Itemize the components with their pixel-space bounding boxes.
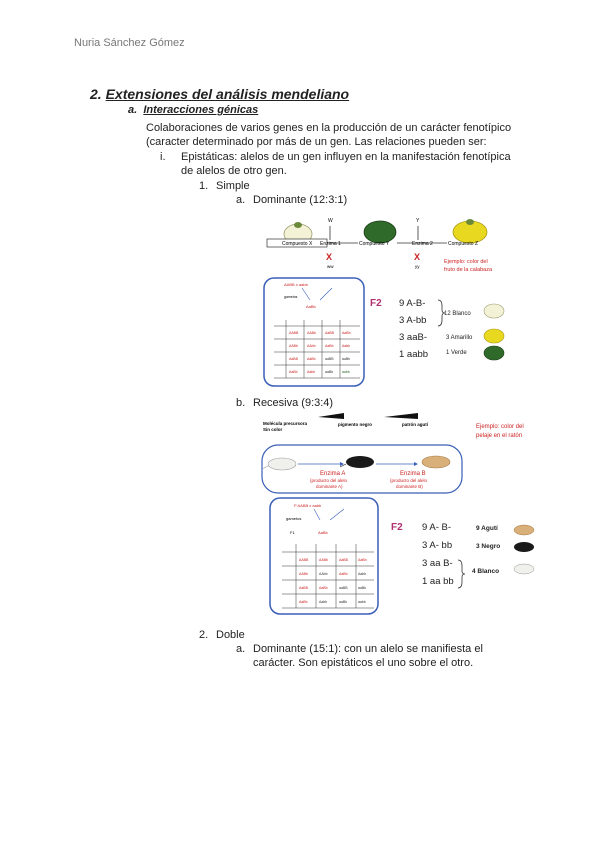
simple-marker: 1. [199,180,209,192]
f2-green-squash-icon [484,346,504,360]
ww-label: ww [327,264,334,269]
intro-line-2: (caracter determinado por más de un gen. Las relaciones pueden ser: [146,136,487,148]
subsection-title: Interacciones génicas [143,104,259,116]
precursor-line-2: Sin color [263,427,283,432]
subsection-letter: a. [128,104,138,116]
svg-text:AABb: AABb [319,558,328,562]
svg-text:AaBb: AaBb [342,331,351,335]
svg-text:aaBb: aaBb [358,586,367,590]
punnett-square-1 [262,276,366,388]
dominant-label: Dominante (12:3:1) [253,194,348,206]
doble-label: Doble [216,629,245,641]
section-number: 2. [90,86,102,102]
enzyme-b-sub-1: (producto del alelo [390,478,428,483]
example-1-line-1: Ejemplo: color del [444,259,488,265]
punnett-2-f1: AaBb [318,530,328,535]
precursor-line-1: Molécula precursora [263,421,308,426]
f2-white-squash-icon [484,304,504,318]
svg-text:aaBB: aaBB [339,586,348,590]
section-title: Extensiones del análisis mendeliano [105,86,350,102]
f2-black-mouse-icon [514,542,534,552]
white-mouse-icon [268,458,296,470]
svg-text:AABb: AABb [307,331,316,335]
agouti-pattern-wedge-icon [384,413,418,419]
w-allele-label: W [328,218,333,224]
svg-text:Aabb: Aabb [319,600,328,604]
svg-text:AAbb: AAbb [307,344,316,348]
f2-white-mouse-icon [514,564,534,574]
punnett-1-parents: AABB x aabb [284,282,308,287]
simple-label: Simple [216,180,250,192]
example-2-line-1: Ejemplo: color del [476,424,524,430]
svg-text:AaBb: AaBb [358,558,367,562]
svg-text:AaBB: AaBB [299,586,308,590]
green-squash-icon [364,221,396,243]
pheno-1-yellow: 3 Amarillo [446,335,473,341]
compound-z-label: Compuesto Z [448,241,479,247]
punnett-square-2 [268,496,380,616]
pheno-1-white: 12 Blanco [444,311,471,317]
dominant-marker: a. [236,194,246,206]
intro-line-1: Colaboraciones de varios genes en la producción de un carácter fenotípico [146,122,512,134]
f2-squash-icons [480,300,510,364]
svg-text:aaBb: aaBb [325,370,334,374]
ratio-1-row-3: 3 aaB- [399,332,427,343]
pathway-2-frame [262,445,462,493]
f2-agouti-mouse-icon [514,525,534,535]
punnett-2-gametes-label: gametos [286,516,302,521]
squash-pathway-figure [262,212,562,278]
punnett-2-parents: P AABB x aabb [294,503,322,508]
ratio-2-row-4: 1 aa bb [422,576,454,587]
agouti-mouse-icon [422,456,450,468]
svg-text:AaBB: AaBB [289,357,298,361]
item-i-line-2: de alelos de otro gen. [181,165,287,177]
svg-text:AaBb: AaBb [339,572,348,576]
doble-a-line-1: Dominante (15:1): con un alelo se manifiesta el [253,643,483,655]
svg-text:aabb: aabb [358,600,366,604]
svg-text:aaBB: aaBB [325,357,334,361]
black-pigment-label: pigmento negro [338,422,372,427]
pheno-2-black: 3 Negro [476,543,501,550]
compound-x-label: Compuesto X [282,241,313,247]
ratio-2-row-1: 9 A- B- [422,522,452,533]
black-pigment-wedge-icon [318,413,344,419]
compound-y-label: Compuesto Y [359,241,390,247]
enzyme-a-sub-2: dominante A) [316,484,343,489]
svg-text:AABB: AABB [299,558,309,562]
svg-text:AaBB: AaBB [339,558,348,562]
svg-text:aaBb: aaBb [342,357,351,361]
yellow-squash-stem-icon [466,219,474,225]
pheno-1-green: 1 Verde [446,350,467,356]
svg-text:AaBb: AaBb [325,344,334,348]
example-2-line-2: pelaje en el ratón [476,433,523,439]
white-squash-stem-icon [294,222,302,228]
svg-text:AABB: AABB [289,331,299,335]
svg-text:aabb: aabb [342,370,350,374]
f2-mouse-icons [510,520,540,580]
svg-text:AaBb: AaBb [289,370,298,374]
punnett-2-f1-label: F1 [290,530,295,535]
svg-text:AABb: AABb [289,344,298,348]
enzyme-b-sub-2: dominante B) [396,484,423,489]
doble-marker: 2. [199,629,209,641]
svg-text:Aabb: Aabb [307,370,316,374]
section-heading [90,86,349,102]
y-allele-label: Y [416,218,420,224]
subsection-heading [128,104,258,116]
svg-text:Aabb: Aabb [342,344,351,348]
enzyme-b-label: Enzima B [400,471,426,477]
svg-text:AaBb: AaBb [299,600,308,604]
block-x-mark-1: X [326,252,333,262]
recessive-label: Recesiva (9:3:4) [253,397,334,409]
author-name: Nuria Sánchez Gómez [74,37,185,49]
enzyme-a-sub-1: (producto del alelo [310,478,348,483]
yy-label: yy [415,264,420,269]
brace-2 [456,558,466,590]
item-i-line-1: Epistáticas: alelos de un gen influyen en la manifestación fenotípica [181,151,511,163]
enzyme-a-label: Enzima A [320,471,346,477]
ratio-1-row-4: 1 aabb [399,349,429,360]
enzyme-2-label: Enzima 2 [412,241,433,247]
ratio-1-row-2: 3 A-bb [399,315,427,326]
black-mouse-icon [346,456,374,468]
ratio-1-row-1: 9 A-B- [399,298,426,309]
doble-a-line-2: carácter. Son epistáticos el uno sobre el otro. [253,657,474,669]
punnett-1-gametes-label: gametos [284,295,298,299]
punnett-1-f1: AaBb [306,304,316,309]
svg-text:AAbb: AAbb [319,572,328,576]
svg-text:aaBb: aaBb [339,600,348,604]
enzyme-1-label: Enzima 1 [320,241,341,247]
doble-a-marker: a. [236,643,246,655]
svg-text:AABb: AABb [299,572,308,576]
item-i-marker: i. [160,151,166,163]
pheno-2-agouti: 9 Agutí [476,525,498,532]
ratio-2-row-3: 3 aa B- [422,558,453,569]
f2-label-2: F2 [391,522,403,533]
f2-label-1: F2 [370,298,382,309]
svg-text:AaBB: AaBB [325,331,334,335]
svg-text:AaBb: AaBb [319,586,328,590]
agouti-label: patrón agutí [402,422,428,427]
example-1-line-2: fruto de la calabaza [444,267,493,273]
f2-yellow-squash-icon [484,329,504,343]
recessive-marker: b. [236,397,246,409]
mouse-pathway-figure [260,409,550,497]
pheno-2-white: 4 Blanco [472,568,500,575]
block-x-mark-2: X [414,252,421,262]
ratio-2-row-2: 3 A- bb [422,540,453,551]
svg-text:Aabb: Aabb [358,572,367,576]
svg-text:AaBb: AaBb [307,357,316,361]
